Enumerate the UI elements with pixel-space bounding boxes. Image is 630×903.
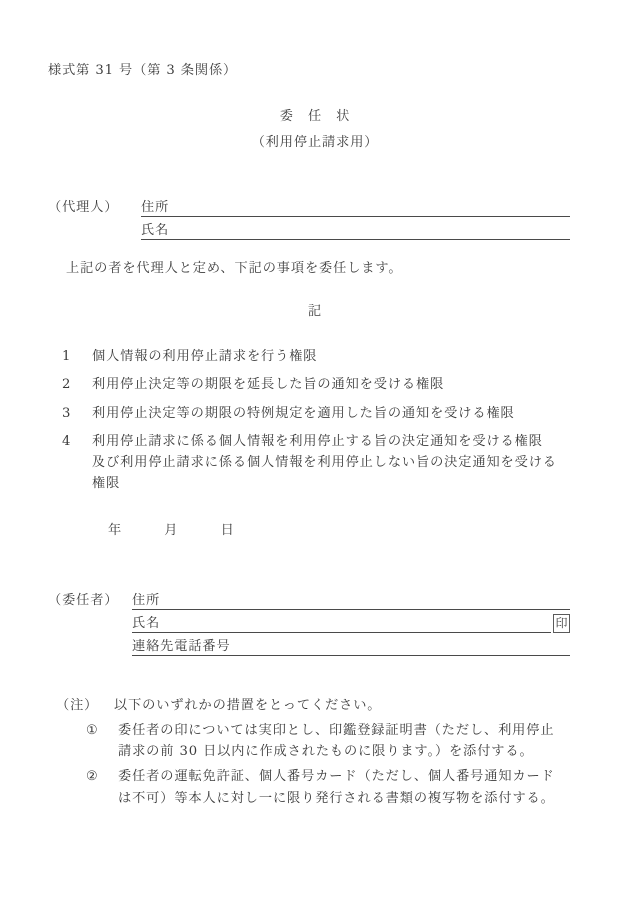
item-number: 3 <box>62 405 72 421</box>
item-line-1: 利用停止請求に係る個人情報を利用停止する旨の決定通知を受ける権限 <box>92 434 543 450</box>
agent-address-rule[interactable] <box>169 196 570 217</box>
item-line-1: 個人情報の利用停止請求を行う権限 <box>92 349 318 364</box>
authority-item-list <box>62 347 582 502</box>
agent-name-field[interactable] <box>141 219 570 240</box>
seal-stamp-box[interactable]: 印 <box>553 614 570 633</box>
date-day-label: 日 <box>220 523 235 538</box>
note-item <box>56 720 586 762</box>
date-line[interactable] <box>108 524 235 537</box>
document-subtitle: （利用停止請求用） <box>251 135 379 150</box>
notes-section <box>56 695 586 809</box>
item-line-1: 利用停止決定等の期限の特例規定を適用した旨の通知を受ける権限 <box>92 405 515 421</box>
agent-section-label: （代理人） <box>48 200 119 215</box>
list-item <box>62 375 582 396</box>
item-number: 1 <box>62 349 72 364</box>
document-title: 委 任 状 <box>279 109 351 124</box>
delegation-statement: 上記の者を代理人と定め、下記の事項を委任します。 <box>66 261 403 276</box>
delegator-address-rule[interactable] <box>160 589 570 610</box>
list-item <box>62 347 582 368</box>
delegator-name-field[interactable] <box>132 612 570 633</box>
item-number: 2 <box>62 377 72 393</box>
notes-heading-text: 以下のいずれかの措置をとってください。 <box>114 698 382 713</box>
form-number: 様式第 31 号（第 3 条関係） <box>48 63 238 78</box>
note-marker: ② <box>86 769 99 785</box>
delegator-address-field[interactable] <box>132 589 570 610</box>
list-item <box>62 432 582 495</box>
ki-mark: 記 <box>307 304 323 319</box>
agent-address-label: 住所 <box>141 201 169 217</box>
item-line-2: 及び利用停止請求に係る個人情報を利用停止しない旨の決定通知を受ける <box>92 454 557 470</box>
delegator-phone-label: 連絡先電話番号 <box>132 640 231 656</box>
item-text <box>92 404 582 425</box>
delegator-phone-rule[interactable] <box>231 635 570 656</box>
note-line-2: 請求の前 30 日以内に作成されたものに限ります。）を添付する。 <box>118 744 534 760</box>
date-year-label: 年 <box>108 523 123 538</box>
notes-heading-row <box>56 695 586 716</box>
list-item <box>62 404 582 425</box>
item-text <box>92 375 582 396</box>
note-body <box>118 766 586 808</box>
delegator-section-label: （委任者） <box>48 593 119 608</box>
agent-name-rule[interactable] <box>169 219 570 240</box>
delegator-address-label: 住所 <box>132 594 160 610</box>
item-line-1: 利用停止決定等の期限を延長した旨の通知を受ける権限 <box>92 377 445 393</box>
delegator-phone-field[interactable] <box>132 635 570 656</box>
note-item <box>56 766 586 808</box>
note-line-1: 委任者の印については実印とし、印鑑登録証明書（ただし、利用停止 <box>118 723 555 739</box>
agent-name-label: 氏名 <box>141 224 169 240</box>
note-line-2: は不可）等本人に対し一に限り発行される書類の複写物を添付する。 <box>118 790 555 806</box>
note-line-1: 委任者の運転免許証、個人番号カード（ただし、個人番号通知カード <box>118 769 555 785</box>
item-line-3: 権限 <box>92 475 121 491</box>
date-month-label: 月 <box>164 523 179 538</box>
notes-label: （注） <box>56 698 99 713</box>
delegator-name-label: 氏名 <box>132 617 160 633</box>
note-body <box>118 720 586 762</box>
note-marker: ① <box>86 723 99 739</box>
item-text <box>92 432 582 495</box>
item-text <box>92 347 582 368</box>
agent-address-field[interactable] <box>141 196 570 217</box>
item-number: 4 <box>62 434 72 450</box>
delegator-name-rule[interactable] <box>160 612 551 633</box>
